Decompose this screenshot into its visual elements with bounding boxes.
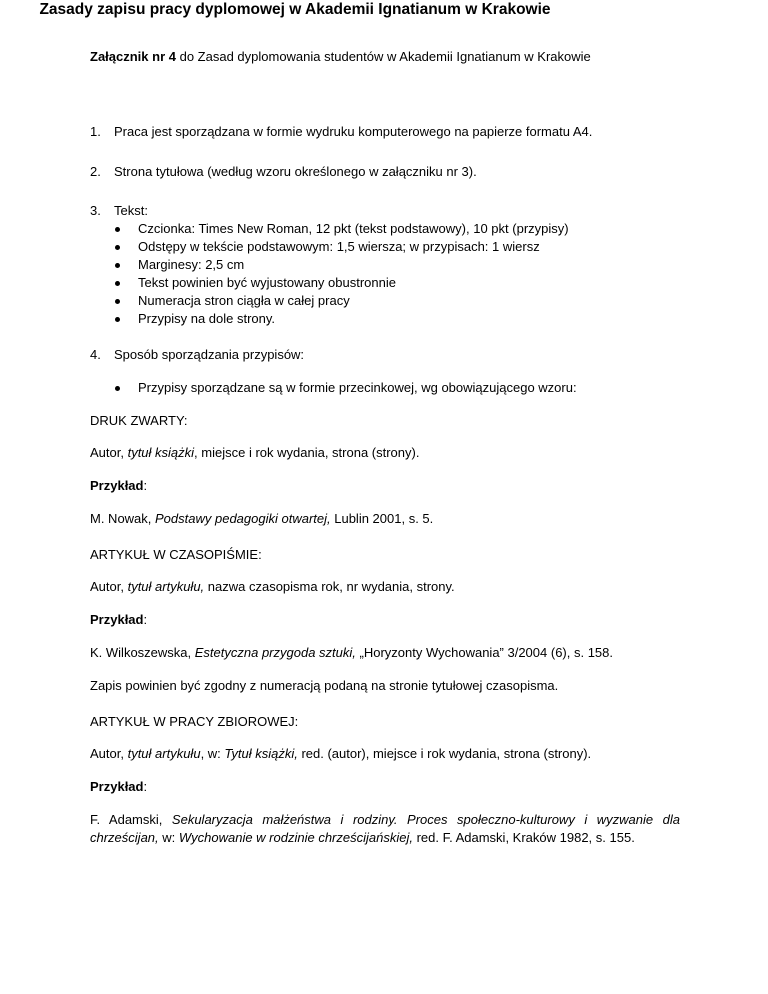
bullet-icon bbox=[115, 281, 120, 286]
example-part: K. Wilkoszewska, bbox=[90, 645, 195, 660]
colon: : bbox=[143, 612, 148, 627]
bullet-icon bbox=[115, 263, 120, 268]
bullet-icon bbox=[115, 317, 120, 322]
pattern-artykul bbox=[90, 578, 680, 595]
bullet-icon bbox=[115, 245, 120, 250]
colon: : bbox=[143, 779, 148, 794]
pattern-part: , miejsce i rok wydania, strona (strony). bbox=[194, 445, 420, 460]
example-label-artykul bbox=[90, 611, 680, 628]
pattern-italic: Tytuł książki, bbox=[224, 746, 298, 761]
pattern-part: nazwa czasopisma rok, nr wydania, strony. bbox=[204, 579, 455, 594]
bullet-icon bbox=[115, 299, 120, 304]
bullet-text: Tekst powinien być wyjustowany obustronnie bbox=[138, 275, 396, 290]
list-item-2 bbox=[90, 163, 680, 180]
example-label: Przykład bbox=[90, 612, 144, 627]
pattern-druk bbox=[90, 444, 680, 461]
pattern-zbiorowa bbox=[90, 745, 680, 762]
pattern-part: Autor, bbox=[90, 746, 128, 761]
example-italic: Wychowanie w rodzinie chrześcijańskiej, bbox=[178, 830, 413, 845]
item-number: 4. bbox=[90, 347, 101, 362]
example-label: Przykład bbox=[90, 779, 144, 794]
example-druk bbox=[90, 510, 680, 527]
item-text: Praca jest sporządzana w formie wydruku komputerowego na papierze formatu A4. bbox=[114, 124, 593, 139]
item-text: Tekst: bbox=[114, 203, 148, 218]
bullet-text: Przypisy na dole strony. bbox=[138, 311, 276, 326]
item-number: 1. bbox=[90, 124, 101, 139]
item-number: 3. bbox=[90, 203, 101, 218]
example-part: Lublin 2001, s. 5. bbox=[330, 511, 434, 526]
colon: : bbox=[143, 478, 148, 493]
pattern-part: Autor, bbox=[90, 579, 128, 594]
example-italic: Podstawy pedagogiki otwartej, bbox=[155, 511, 331, 526]
pattern-italic: tytuł artykułu bbox=[127, 746, 201, 761]
item-text: Sposób sporządzania przypisów: bbox=[114, 347, 305, 362]
note-artykul: Zapis powinien być zgodny z numeracją podaną na stronie tytułowej czasopisma. bbox=[90, 678, 559, 693]
example-label: Przykład bbox=[90, 478, 144, 493]
bullet-text: Odstępy w tekście podstawowym: 1,5 wiersza; w przypisach: 1 wiersz bbox=[138, 239, 540, 254]
example-part: F. Adamski, bbox=[90, 812, 172, 827]
section-heading-druk: DRUK ZWARTY: bbox=[90, 413, 188, 428]
example-zbiorowa bbox=[90, 811, 680, 847]
example-part: „Horyzonty Wychowania” 3/2004 (6), s. 158. bbox=[355, 645, 613, 660]
item-number: 2. bbox=[90, 164, 101, 179]
bullet-text: Czcionka: Times New Roman, 12 pkt (tekst podstawowy), 10 pkt (przypisy) bbox=[138, 221, 569, 236]
pattern-part: Autor, bbox=[90, 445, 128, 460]
bullet-icon bbox=[115, 227, 120, 232]
annex-label: Załącznik nr 4 bbox=[90, 49, 176, 64]
section-heading-artykul: ARTYKUŁ W CZASOPIŚMIE: bbox=[90, 547, 262, 562]
pattern-italic: tytuł artykułu, bbox=[127, 579, 205, 594]
example-part: w: bbox=[158, 830, 179, 845]
item-text: Strona tytułowa (według wzoru określonego w załączniku nr 3). bbox=[114, 164, 477, 179]
annex-header bbox=[90, 48, 680, 65]
example-part: red. F. Adamski, Kraków 1982, s. 155. bbox=[412, 830, 635, 845]
bullet-text: Numeracja stron ciągła w całej pracy bbox=[138, 293, 350, 308]
pattern-italic: tytuł książki bbox=[127, 445, 195, 460]
annex-header-rest: do Zasad dyplomowania studentów w Akademii Ignatianum w Krakowie bbox=[175, 49, 591, 64]
bullet-icon bbox=[115, 386, 120, 391]
pattern-part: , w: bbox=[200, 746, 225, 761]
example-artykul bbox=[90, 644, 680, 661]
list-item-4 bbox=[90, 346, 680, 363]
example-label-zbiorowa bbox=[90, 778, 680, 795]
pattern-part: red. (autor), miejsce i rok wydania, strona (strony). bbox=[297, 746, 592, 761]
example-part: M. Nowak, bbox=[90, 511, 156, 526]
example-italic: Estetyczna przygoda sztuki, bbox=[194, 645, 356, 660]
bullet-text: Marginesy: 2,5 cm bbox=[138, 257, 245, 272]
bullet-text: Przypisy sporządzane są w formie przecinkowej, wg obowiązującego wzoru: bbox=[138, 380, 577, 395]
example-label-druk bbox=[90, 477, 680, 494]
example-italic: Sekularyzacja małżeństwa i rodziny. Proces społeczno-kulturowy i wyzwanie dla chrześcijan, bbox=[90, 812, 680, 845]
list-item-3 bbox=[90, 202, 680, 219]
list-item-1 bbox=[90, 123, 680, 140]
section-heading-zbiorowa: ARTYKUŁ W PRACY ZBIOROWEJ: bbox=[90, 714, 299, 729]
page-title: Zasady zapisu pracy dyplomowej w Akademii Ignatianum w Krakowie bbox=[39, 1, 551, 18]
